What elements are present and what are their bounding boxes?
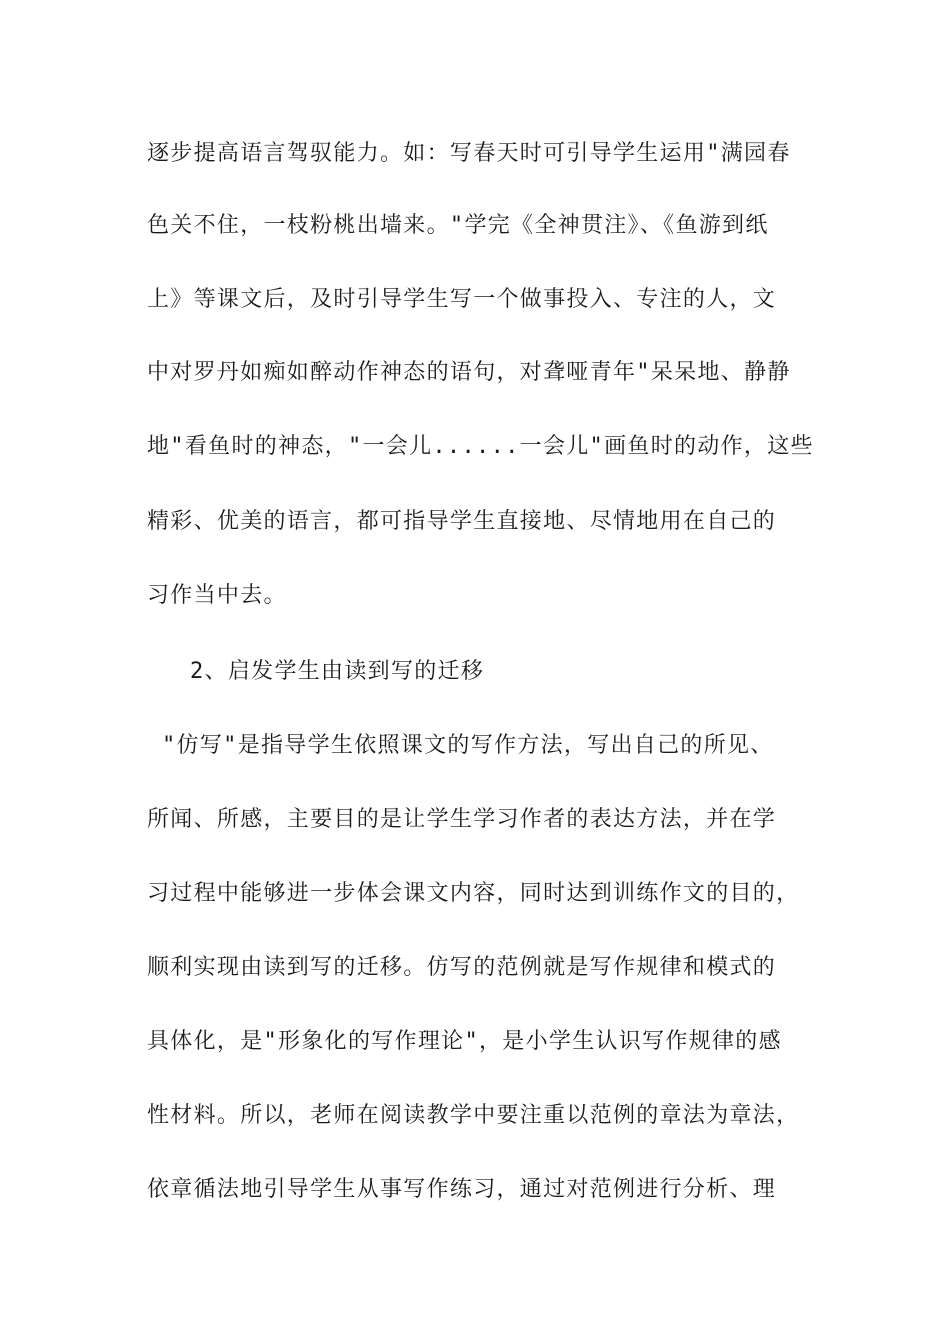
paragraph-2-line-1: "仿写"是指导学生依照课文的写作方法，写出自己的所见、 <box>162 733 774 758</box>
paragraph-1-line-2: 色关不住，一枝粉桃出墙来。"学完《全神贯注》、《鱼游到纸 <box>147 213 769 238</box>
paragraph-2-line-6: 性材料。所以，老师在阅读教学中要注重以范例的章法为章法， <box>147 1103 800 1128</box>
paragraph-1-line-7: 习作当中去。 <box>147 583 287 608</box>
paragraph-2-line-3: 习过程中能够进一步体会课文内容，同时达到训练作文的目的， <box>147 881 800 906</box>
paragraph-2-line-4: 顺利实现由读到写的迁移。仿写的范例就是写作规律和模式的 <box>147 955 777 980</box>
paragraph-1-line-4: 中对罗丹如痴如醉动作神态的语句，对聋哑青年"呆呆地、静静 <box>147 360 791 385</box>
section-heading: 2、启发学生由读到写的迁移 <box>190 659 485 684</box>
paragraph-1-line-1: 逐步提高语言驾驭能力。如：写春天时可引导学生运用"满园春 <box>147 141 791 166</box>
paragraph-1-line-5: 地"看鱼时的神态，"一会儿......一会儿"画鱼时的动作，这些 <box>147 434 814 459</box>
paragraph-2-line-7: 依章循法地引导学生从事写作练习，通过对范例进行分析、理 <box>147 1177 777 1202</box>
paragraph-1-line-6: 精彩、优美的语言，都可指导学生直接地、尽情地用在自己的 <box>147 509 777 534</box>
paragraph-1-line-3: 上》等课文后，及时引导学生写一个做事投入、专注的人，文 <box>147 287 777 312</box>
paragraph-2-line-5: 具体化，是"形象化的写作理论"，是小学生认识写作规律的感 <box>147 1029 782 1054</box>
paragraph-2-line-2: 所闻、所感，主要目的是让学生学习作者的表达方法，并在学 <box>147 807 777 832</box>
